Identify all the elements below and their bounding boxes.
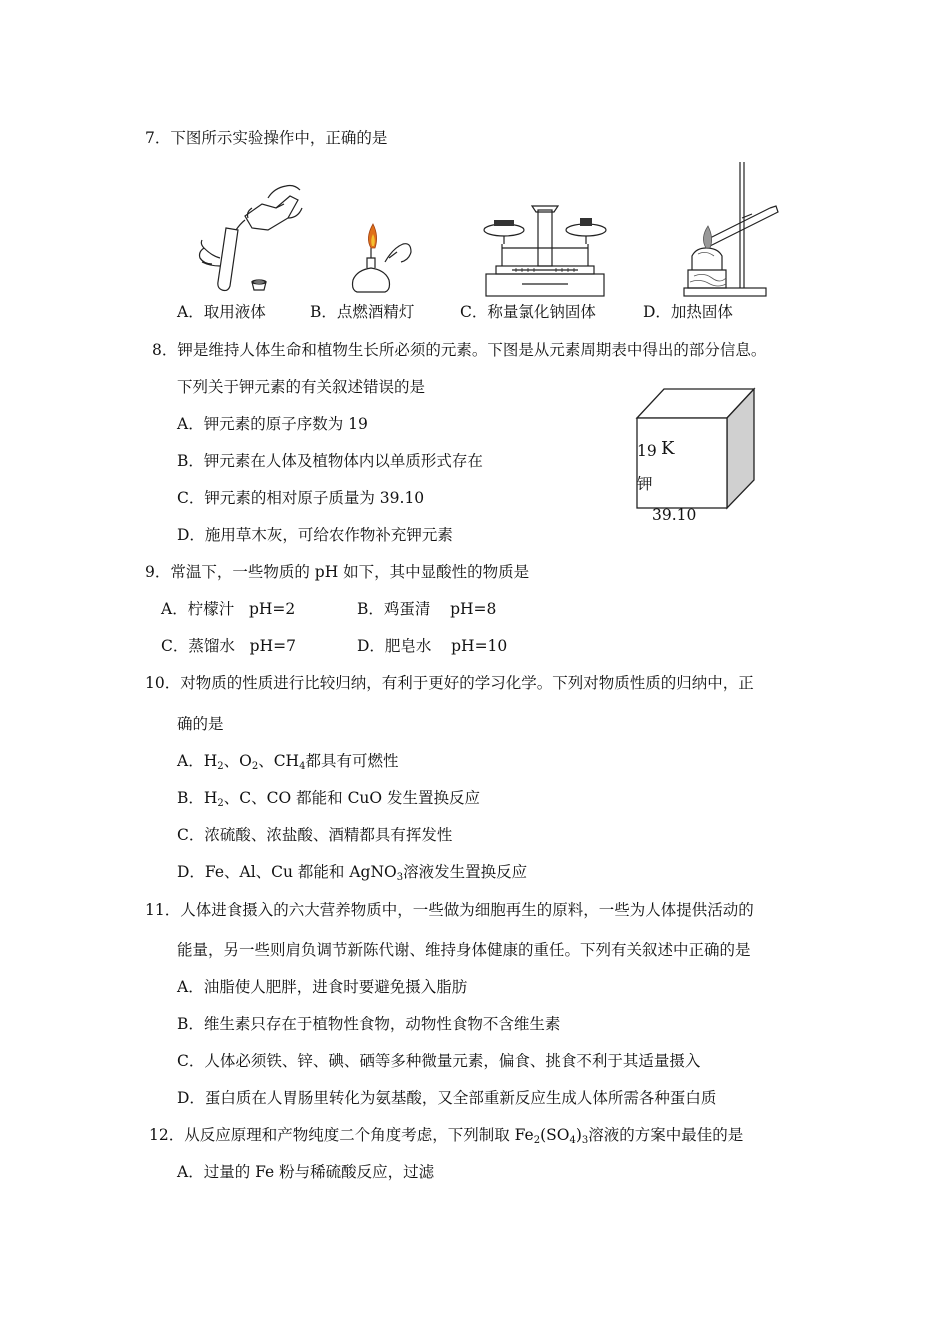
q12-stem: 12．从反应原理和产物纯度二个角度考虑，下列制取 $Fe_2(SO_4)_3$溶液的方案中最佳的是 [149, 1126, 744, 1146]
q7-option-b: B．点燃酒精灯 [310, 303, 415, 321]
q11-stem-line2: 能量，另一些则肩负调节新陈代谢、维持身体健康的重任。下列有关叙述中正确的是 [177, 941, 751, 959]
q11-option-c: C．人体必须铁、锌、碘、硒等多种微量元素，偏食、挑食不利于其适量摄入 [177, 1052, 701, 1070]
q8-option-a: A．钾元素的原子序数为 19 [177, 415, 368, 433]
q9-option-c: C．蒸馏水 pH=7 [161, 637, 296, 655]
q8-stem-line2: 下列关于钾元素的有关叙述错误的是 [177, 378, 426, 396]
q10-option-d: D．Fe、Al、Cu 都能和 AgNO$_3$溶液发生置换反应 [177, 863, 528, 883]
q10-option-a: A．$H_2$、$O_2$、$CH_4$都具有可燃性 [177, 752, 399, 772]
q9-option-a: A．柠檬汁 pH=2 [161, 600, 296, 618]
q11-option-b: B．维生素只存在于植物性食物，动物性食物不含维生素 [177, 1015, 561, 1033]
q8-stem-line1: 8．钾是维持人体生命和植物生长所必须的元素。下图是从元素周期表中得出的部分信息。 [152, 341, 767, 359]
q8-option-d: D．施用草木灰，可给农作物补充钾元素 [177, 526, 453, 544]
q11-stem-line1: 11．人体进食摄入的六大营养物质中，一些做为细胞再生的原料，一些为人体提供活动的 [145, 901, 754, 919]
pouring-liquid-illustration [190, 178, 310, 298]
balance-illustration [482, 204, 608, 300]
element-symbol: K [661, 438, 675, 459]
q12-option-a: A．过量的 Fe 粉与稀硫酸反应，过滤 [177, 1163, 435, 1181]
q7-option-a: A．取用液体 [177, 303, 266, 321]
element-number: 19 [637, 442, 657, 460]
q8-option-b: B．钾元素在人体及植物体内以单质形式存在 [177, 452, 483, 470]
q9-option-b: B．鸡蛋清 pH=8 [357, 600, 497, 618]
q10-stem-line2: 确的是 [177, 715, 224, 733]
element-name: 钾 [637, 475, 653, 493]
q7-option-d: D．加热固体 [643, 303, 733, 321]
q10-option-b: B．$H_2$、C、CO 都能和 CuO 发生置换反应 [177, 789, 481, 809]
q11-option-d: D．蛋白质在人胃肠里转化为氨基酸，又全部重新反应生成人体所需各种蛋白质 [177, 1089, 717, 1107]
q7-option-c: C．称量氯化钠固体 [460, 303, 596, 321]
q11-option-a: A．油脂使人肥胖，进食时要避免摄入脂肪 [177, 978, 468, 996]
heating-solid-illustration [682, 160, 778, 300]
q9-stem: 9．常温下，一些物质的 pH 如下，其中显酸性的物质是 [145, 563, 530, 581]
element-mass: 39.10 [652, 506, 697, 524]
q10-option-c: C．浓硫酸、浓盐酸、酒精都具有挥发性 [177, 826, 453, 844]
q9-option-d: D．肥皂水 pH=10 [357, 637, 508, 655]
q8-option-c: C．钾元素的相对原子质量为 39.10 [177, 489, 425, 507]
q10-stem-line1: 10．对物质的性质进行比较归纳，有利于更好的学习化学。下列对物质性质的归纳中，正 [145, 674, 754, 692]
q7-stem: 7．下图所示实验操作中，正确的是 [145, 129, 388, 147]
alcohol-lamp-illustration [345, 218, 415, 294]
